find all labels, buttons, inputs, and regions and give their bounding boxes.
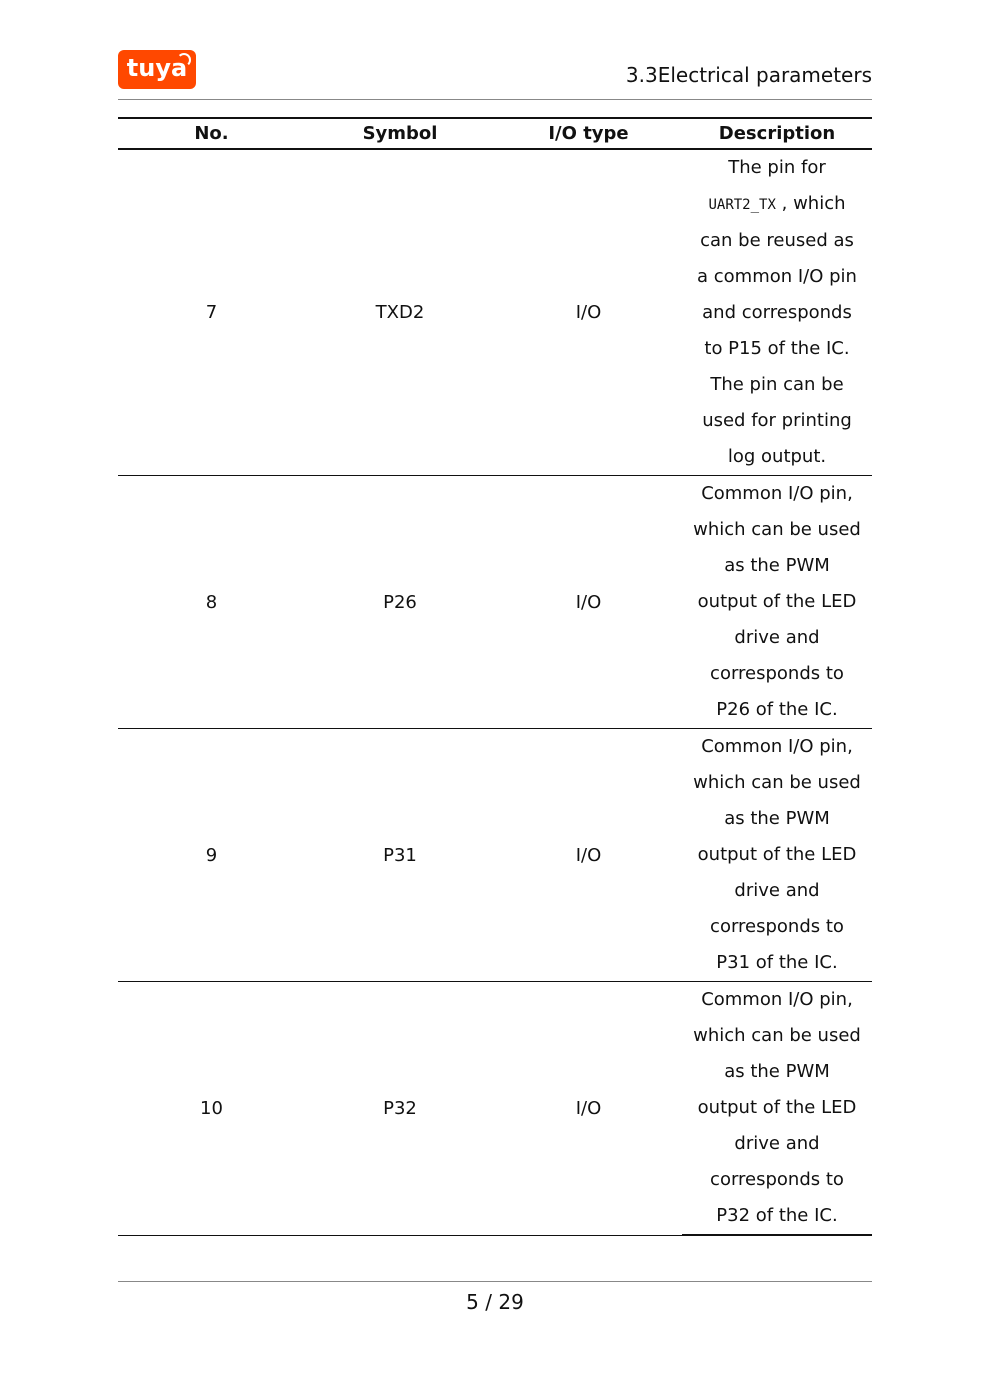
description-line: output of the LED	[697, 591, 857, 612]
description-line: a common I/O pin	[697, 266, 857, 287]
cell-io-type: I/O	[495, 729, 682, 982]
description-line: and corresponds	[702, 302, 852, 323]
cell-no: 9	[118, 729, 305, 982]
cell-description	[682, 729, 872, 982]
cell-symbol: P32	[305, 982, 495, 1236]
logo-text: tuya	[126, 54, 188, 82]
cell-symbol: P31	[305, 729, 495, 982]
cell-io-type: I/O	[495, 476, 682, 729]
cell-description	[682, 149, 872, 476]
wifi-icon	[177, 53, 191, 67]
description-line: as the PWM	[724, 1061, 830, 1082]
description-line: as the PWM	[724, 555, 830, 576]
uart-code: UART2_TX	[708, 197, 776, 213]
table-header-row	[118, 118, 872, 149]
table-row	[118, 476, 872, 729]
cell-description	[682, 982, 872, 1236]
description-line: output of the LED	[697, 1097, 857, 1118]
description-line: as the PWM	[724, 808, 830, 829]
description-line: Common I/O pin,	[701, 989, 853, 1010]
description-line: P26 of the IC.	[716, 699, 838, 720]
column-header-no: No.	[118, 118, 305, 149]
description-line: used for printing	[702, 410, 852, 431]
description-line: The pin can be	[710, 374, 844, 395]
description-line: output of the LED	[697, 844, 857, 865]
description-line: drive and	[734, 627, 820, 648]
description-line: corresponds to	[710, 916, 844, 937]
header-divider	[118, 99, 872, 100]
description-line: to P15 of the IC.	[704, 338, 850, 359]
footer-divider	[118, 1281, 872, 1282]
column-header-description: Description	[682, 118, 872, 149]
description-line: which can be used	[693, 519, 861, 540]
description-line: log output.	[727, 446, 827, 467]
cell-symbol: TXD2	[305, 149, 495, 476]
description-line: drive and	[734, 1133, 820, 1154]
cell-no: 8	[118, 476, 305, 729]
tuya-logo	[118, 50, 196, 89]
pin-table	[118, 117, 872, 1236]
cell-no: 10	[118, 982, 305, 1236]
cell-io-type: I/O	[495, 982, 682, 1236]
description-line: which can be used	[693, 772, 861, 793]
description-line: which can be used	[693, 1025, 861, 1046]
description-line: The pin for	[728, 157, 826, 178]
description-line: can be reused as	[700, 230, 854, 251]
column-header-symbol: Symbol	[305, 118, 495, 149]
cell-io-type: I/O	[495, 149, 682, 476]
description-line: P31 of the IC.	[716, 952, 838, 973]
description-line: drive and	[734, 880, 820, 901]
description-line: corresponds to	[710, 1169, 844, 1190]
table-row	[118, 149, 872, 476]
description-line: Common I/O pin,	[701, 483, 853, 504]
column-header-io-type: I/O type	[495, 118, 682, 149]
description-line: Common I/O pin,	[701, 736, 853, 757]
cell-no: 7	[118, 149, 305, 476]
page-number: 5 / 29	[466, 1290, 524, 1314]
table-row	[118, 982, 872, 1236]
cell-symbol: P26	[305, 476, 495, 729]
description-line: P32 of the IC.	[716, 1205, 838, 1226]
description-line: corresponds to	[710, 663, 844, 684]
cell-description	[682, 476, 872, 729]
table-row	[118, 729, 872, 982]
section-title: 3.3Electrical parameters	[625, 63, 872, 87]
description-line: UART2_TX , which	[708, 193, 846, 214]
